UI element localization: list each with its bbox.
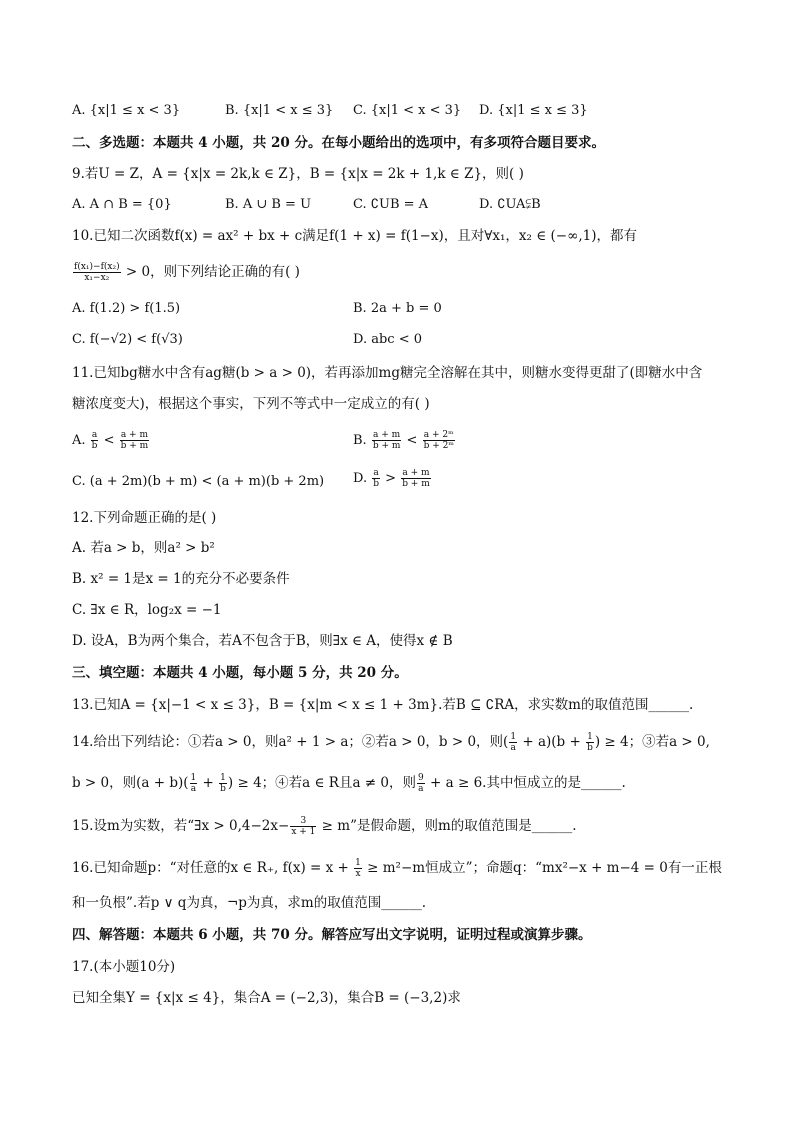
question-17-body: 已知全集Y = {x|x ≤ 4}，集合A = (−2,3)，集合B = (−3,2)求 [72, 990, 461, 1006]
question-16-line-1: 16.已知命题p：“对任意的x ∈ R₊, f(x) = x + $\frac{1}{x}$ ≥ m²−m恒成立”；命题q：“mx²−x + m−4 = 0有一正根 [72, 858, 722, 879]
q11-option-b: B. $\frac{a + m}{b + m}$ < $\frac{\text{a + 2ᵐ}}{\text{b + 2ᵐ}}$ [353, 430, 454, 451]
q10-fraction: $\frac{\text{f(x₁)−f(x₂)}}{\text{x₁−x₂}}$ [74, 262, 120, 283]
question-17-title: 17.(本小题10分) [72, 959, 176, 975]
question-14-line-2: b > 0，则(a + b)( $\frac{1}{a}$ + $\frac{1}{b}$ ) ≥ 4；④若a ∈ R且a ≠ 0，则 $\frac{9}{a}$ + a ≥ 6.其中恒成立的是______. [72, 773, 626, 794]
question-14-line-1: 14.给出下列结论：①若a > 0，则a² + 1 > a；②若a > 0，b > 0，则( $\frac{1}{a}$ + a)(b + $\frac{1}{b}$ ) ≥ 4；③若a > 0, [72, 732, 710, 753]
q8-option-d: D. {x|1 ≤ x ≤ 3} [479, 103, 588, 118]
q12-option-d: D. 设A，B为两个集合，若A不包含于B，则∃x ∈ A，使得x ∉ B [72, 633, 453, 649]
question-16-line-2: 和一负根”.若p ∨ q为真，¬p为真，求m的取值范围______. [72, 895, 426, 911]
question-11-line-1: 11.已知bg糖水中含有ag糖(b > a > 0)，若再添加mg糖完全溶解在其中，则糖水变得更甜了(即糖水中含 [72, 365, 703, 381]
section-heading-fill-in: 三、填空题：本题共 4 小题，每小题 5 分，共 20 分。 [72, 665, 408, 681]
q9-option-a: A. A ∩ B = {0} [72, 197, 172, 212]
q9-option-b: B. A ∪ B = U [225, 197, 312, 212]
q9-option-d: D. ∁UA⫋B [479, 197, 541, 212]
question-10-line-1: 10.已知二次函数f(x) = ax² + bx + c满足f(1 + x) = f(1−x)，且对∀x₁，x₂ ∈ (−∞,1)，都有 [72, 228, 637, 244]
q12-option-c: C. ∃x ∈ R，log₂x = −1 [72, 602, 222, 618]
q11-option-a: A. $\frac{a}{b}$ < $\frac{a + m}{b + m}$ [72, 430, 149, 451]
q10-option-d: D. abc < 0 [353, 332, 423, 347]
q10-option-c: C. f(−√2) < f(√3) [72, 332, 183, 347]
q12-option-a: A. 若a > b，则a² > b² [72, 540, 215, 556]
q11-option-c: C. (a + 2m)(b + m) < (a + m)(b + 2m) [72, 474, 325, 489]
question-11-line-2: 糖浓度变大)，根据这个事实，下列不等式中一定成立的有( ) [72, 396, 430, 412]
q8-option-a: A. {x|1 ≤ x < 3} [72, 103, 181, 118]
q8-option-c: C. {x|1 < x < 3} [353, 103, 462, 118]
question-9: 9.若U = Z，A = {x|x = 2k,k ∈ Z}，B = {x|x = 2k + 1,k ∈ Z}，则( ) [72, 166, 524, 182]
question-13: 13.已知A = {x|−1 < x ≤ 3}，B = {x|m < x ≤ 1 + 3m}.若B ⊆ ∁RA，求实数m的取值范围______. [72, 697, 694, 713]
q8-option-b: B. {x|1 < x ≤ 3} [225, 103, 334, 118]
q12-option-b: B. x² = 1是x = 1的充分不必要条件 [72, 571, 290, 587]
question-10-line-2: $\frac{\text{f(x₁)−f(x₂)}}{\text{x₁−x₂}}$ > 0，则下列结论正确的有( ) [74, 262, 300, 283]
q10-option-b: B. 2a + b = 0 [353, 301, 442, 316]
question-12: 12.下列命题正确的是( ) [72, 510, 217, 526]
question-15: 15.设m为实数，若“∃x > 0,4−2x− $\frac{3}{x + 1}$ ≥ m”是假命题，则m的取值范围是______. [72, 816, 577, 837]
section-heading-solutions: 四、解答题：本题共 6 小题，共 70 分。解答应写出文字说明，证明过程或演算步骤。 [72, 927, 592, 943]
section-heading-multiple-choice: 二、多选题：本题共 4 小题，共 20 分。在每小题给出的选项中，有多项符合题目要求。 [72, 135, 605, 151]
q11-option-d: D. $\frac{a}{b}$ > $\frac{a + m}{b + m}$ [353, 468, 430, 489]
q9-option-c: C. ∁UB = A [353, 197, 429, 212]
q10-option-a: A. f(1.2) > f(1.5) [72, 301, 181, 316]
